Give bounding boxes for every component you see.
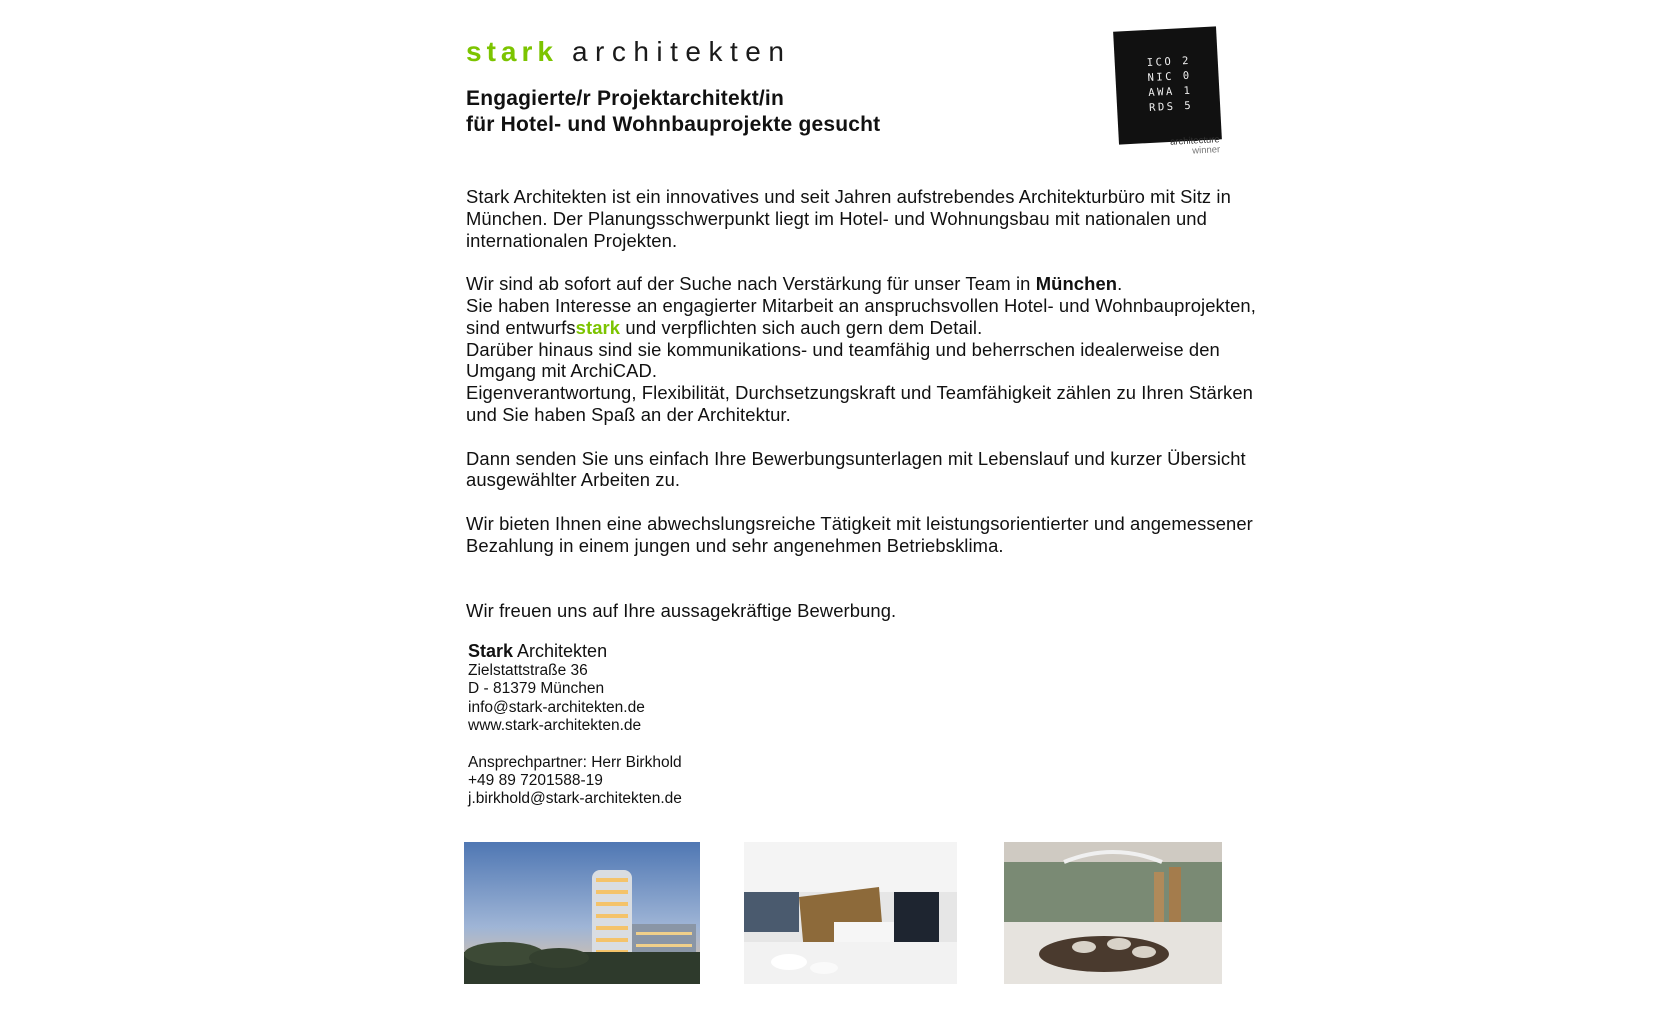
application-paragraph: Dann senden Sie uns einfach Ihre Bewerbungsunterlagen mit Lebenslauf und kurzer Übersicht ausgewählter Arbeiten zu. xyxy=(466,447,1246,491)
company-name-rest: Architekten xyxy=(513,641,608,661)
contact-company xyxy=(468,640,682,662)
job-headline xyxy=(466,86,880,138)
badge-caption xyxy=(1150,135,1221,159)
contact-city: D - 81379 München xyxy=(468,680,605,698)
text-segment: Darüber hinaus sind sie kommunikations- und teamfähig und beherrschen idealerweise den Umgang mit ArchiCAD. xyxy=(466,338,1220,382)
company-name-bold: Stark xyxy=(468,641,514,661)
headline-line-2: für Hotel- und Wohnbauprojekte gesucht xyxy=(466,113,881,136)
contact-phone[interactable]: +49 89 7201588-19 xyxy=(468,772,603,790)
text-segment: Sie haben Interesse an engagierter Mitarbeit an anspruchsvollen Hotel- und Wohnbauprojekten, sind entwurfs xyxy=(466,294,1256,338)
headline-line-1: Engagierte/r Projektarchitekt/in xyxy=(466,87,784,110)
contact-street: Zielstattstraße 36 xyxy=(468,662,588,679)
badge-text: ICO 2 NIC 0 AWA 1 RDS 5 xyxy=(1146,54,1194,114)
logo-stark: stark xyxy=(466,36,558,67)
contact-website[interactable]: www.stark-architekten.de xyxy=(468,717,642,735)
closing-paragraph: Wir freuen uns auf Ihre aussagekräftige Bewerbung. xyxy=(466,600,897,622)
contact-block xyxy=(468,640,682,809)
contact-person-email[interactable]: j.birkhold@stark-architekten.de xyxy=(468,790,682,808)
offer-paragraph: Wir bieten Ihnen eine abwechslungsreiche Tätigkeit mit leistungsorientierter und angemessener Bezahlung in einem jungen und sehr angenehmen Betriebsklima. xyxy=(466,512,1253,556)
badge-caption-architecture: architecture xyxy=(1169,134,1220,148)
text-segment: Wir sind ab sofort auf der Suche nach Verstärkung für unser Team in xyxy=(466,273,1036,295)
text-segment: Eigenverantwortung, Flexibilität, Durchsetzungskraft und Teamfähigkeit zählen zu Ihren Stärken und Sie haben Spaß an der Architektur. xyxy=(466,382,1253,425)
iconic-awards-badge xyxy=(1113,26,1222,144)
photo-hotel-exterior xyxy=(464,842,700,984)
photo-hotel-lobby xyxy=(744,842,957,984)
text-segment: . xyxy=(1117,273,1123,295)
photo-hotel-lounge xyxy=(1004,842,1222,984)
text-segment: und verpflichten sich auch gern dem Detail. xyxy=(620,316,983,338)
logo-architekten: architekten xyxy=(571,36,792,67)
intro-paragraph: Stark Architekten ist ein innovatives und seit Jahren aufstrebendes Architekturbüro mit Sitz in München. Der Planungsschwerpunkt liegt im Hotel- und Wohnungsbau mit nationalen und internationalen Projekten. xyxy=(466,186,1231,251)
contact-email[interactable]: info@stark-architekten.de xyxy=(468,698,645,716)
contact-person: Ansprechpartner: Herr Birkhold xyxy=(468,753,682,771)
city-highlight: München xyxy=(1035,273,1118,295)
requirements-paragraph xyxy=(466,273,1256,426)
job-description xyxy=(466,186,1256,644)
stark-highlight: stark xyxy=(575,316,621,338)
company-logo xyxy=(466,36,791,68)
badge-caption-winner: winner xyxy=(1191,144,1221,157)
